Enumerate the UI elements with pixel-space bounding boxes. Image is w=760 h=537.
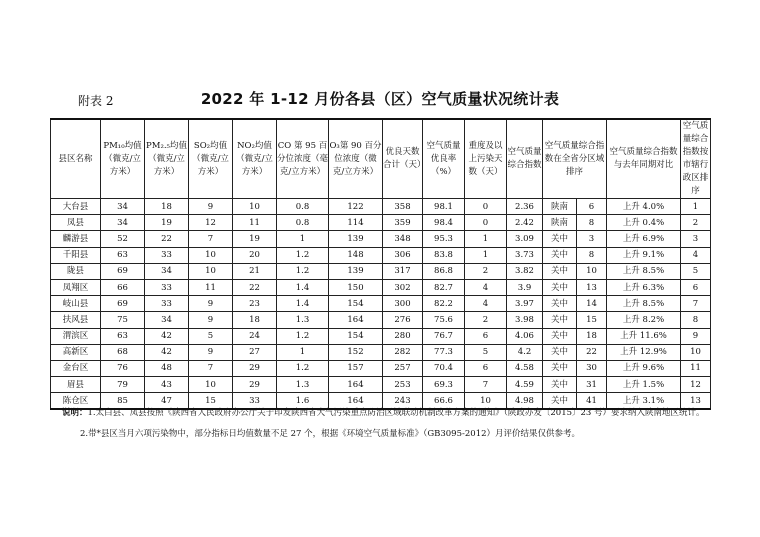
cell-city-rank: 10 — [681, 344, 711, 360]
cell-o3: 157 — [329, 360, 383, 376]
cell-so2: 9 — [189, 344, 233, 360]
cell-county: 陇县 — [51, 263, 101, 279]
cell-region: 关中 — [543, 247, 577, 263]
cell-so2: 12 — [189, 215, 233, 231]
cell-co: 1.2 — [277, 247, 329, 263]
table-row — [51, 215, 711, 231]
cell-city-rank: 11 — [681, 360, 711, 376]
cell-co: 1.3 — [277, 312, 329, 328]
cell-index: 4.98 — [507, 393, 543, 410]
cell-city-rank: 8 — [681, 312, 711, 328]
cell-so2: 10 — [189, 247, 233, 263]
header-so2: SO₂均值（微克/立方米） — [189, 119, 233, 199]
cell-o3: 114 — [329, 215, 383, 231]
table-row — [51, 279, 711, 295]
cell-city-rank: 1 — [681, 199, 711, 215]
cell-county: 麟游县 — [51, 231, 101, 247]
cell-heavy: 5 — [465, 344, 507, 360]
cell-county: 渭滨区 — [51, 328, 101, 344]
cell-region: 关中 — [543, 312, 577, 328]
cell-trend: 上升 8.5% — [607, 263, 681, 279]
cell-good-rate: 77.3 — [423, 344, 465, 360]
header-pm10: PM₁₀均值（微克/立方米） — [101, 119, 145, 199]
cell-index: 3.09 — [507, 231, 543, 247]
cell-region: 陕南 — [543, 215, 577, 231]
attachment-label: 附表 2 — [78, 94, 114, 108]
cell-pm25: 34 — [145, 263, 189, 279]
header-city-rank: 空气质量综合指数按市辖行政区排序 — [681, 119, 711, 199]
cell-region-rank: 41 — [577, 393, 607, 410]
cell-co: 1.4 — [277, 296, 329, 312]
cell-good-days: 253 — [383, 377, 423, 393]
cell-heavy: 2 — [465, 263, 507, 279]
cell-pm25: 33 — [145, 296, 189, 312]
cell-heavy: 6 — [465, 328, 507, 344]
cell-pm10: 66 — [101, 279, 145, 295]
cell-no2: 11 — [233, 215, 277, 231]
cell-trend: 上升 9.1% — [607, 247, 681, 263]
cell-pm10: 79 — [101, 377, 145, 393]
cell-index: 3.9 — [507, 279, 543, 295]
cell-county: 扶风县 — [51, 312, 101, 328]
cell-good-rate: 95.3 — [423, 231, 465, 247]
cell-heavy: 1 — [465, 231, 507, 247]
cell-county: 金台区 — [51, 360, 101, 376]
cell-good-days: 276 — [383, 312, 423, 328]
cell-index: 3.97 — [507, 296, 543, 312]
cell-index: 4.59 — [507, 377, 543, 393]
cell-city-rank: 2 — [681, 215, 711, 231]
header-pm25: PM₂.₅均值（微克/立方米） — [145, 119, 189, 199]
cell-pm25: 18 — [145, 199, 189, 215]
header-no2: NO₂均值（微克/立方米） — [233, 119, 277, 199]
cell-region-rank: 31 — [577, 377, 607, 393]
cell-o3: 152 — [329, 344, 383, 360]
table-row — [51, 263, 711, 279]
cell-city-rank: 4 — [681, 247, 711, 263]
cell-trend: 上升 4.0% — [607, 199, 681, 215]
cell-region-rank: 15 — [577, 312, 607, 328]
cell-so2: 10 — [189, 263, 233, 279]
cell-co: 1 — [277, 231, 329, 247]
cell-region: 关中 — [543, 328, 577, 344]
cell-region-rank: 22 — [577, 344, 607, 360]
page-title: 2022 年 1-12 月份各县（区）空气质量状况统计表 — [200, 90, 560, 108]
cell-region-rank: 13 — [577, 279, 607, 295]
cell-trend: 上升 1.5% — [607, 377, 681, 393]
cell-pm25: 34 — [145, 312, 189, 328]
cell-o3: 164 — [329, 393, 383, 410]
cell-pm25: 33 — [145, 247, 189, 263]
cell-trend: 上升 9.6% — [607, 360, 681, 376]
header-row — [51, 119, 711, 199]
table-row — [51, 296, 711, 312]
cell-city-rank: 12 — [681, 377, 711, 393]
cell-trend: 上升 6.9% — [607, 231, 681, 247]
cell-heavy: 0 — [465, 199, 507, 215]
cell-city-rank: 9 — [681, 328, 711, 344]
cell-so2: 7 — [189, 360, 233, 376]
cell-pm25: 42 — [145, 328, 189, 344]
cell-pm10: 68 — [101, 344, 145, 360]
table-row — [51, 328, 711, 344]
cell-good-rate: 83.8 — [423, 247, 465, 263]
cell-so2: 11 — [189, 279, 233, 295]
cell-index: 4.06 — [507, 328, 543, 344]
cell-pm10: 34 — [101, 199, 145, 215]
cell-good-rate: 82.2 — [423, 296, 465, 312]
cell-o3: 154 — [329, 328, 383, 344]
cell-o3: 164 — [329, 377, 383, 393]
cell-co: 0.8 — [277, 199, 329, 215]
cell-good-rate: 70.4 — [423, 360, 465, 376]
cell-region: 关中 — [543, 393, 577, 410]
cell-good-days: 317 — [383, 263, 423, 279]
cell-index: 4.58 — [507, 360, 543, 376]
cell-region: 陕南 — [543, 199, 577, 215]
cell-good-days: 282 — [383, 344, 423, 360]
cell-o3: 164 — [329, 312, 383, 328]
cell-so2: 9 — [189, 199, 233, 215]
cell-heavy: 6 — [465, 360, 507, 376]
cell-no2: 29 — [233, 377, 277, 393]
cell-pm25: 48 — [145, 360, 189, 376]
table-row — [51, 360, 711, 376]
header-o3: O₃第 90 百分位浓度（微克/立方米） — [329, 119, 383, 199]
cell-index: 3.73 — [507, 247, 543, 263]
cell-good-rate: 82.7 — [423, 279, 465, 295]
cell-o3: 154 — [329, 296, 383, 312]
cell-index: 3.82 — [507, 263, 543, 279]
cell-good-rate: 86.8 — [423, 263, 465, 279]
cell-no2: 29 — [233, 360, 277, 376]
table-row — [51, 247, 711, 263]
cell-pm10: 52 — [101, 231, 145, 247]
cell-index: 4.2 — [507, 344, 543, 360]
cell-good-days: 358 — [383, 199, 423, 215]
cell-region-rank: 14 — [577, 296, 607, 312]
cell-co: 1.2 — [277, 328, 329, 344]
cell-co: 1.2 — [277, 360, 329, 376]
cell-region: 关中 — [543, 360, 577, 376]
cell-heavy: 4 — [465, 296, 507, 312]
cell-o3: 150 — [329, 279, 383, 295]
cell-county: 大台县 — [51, 199, 101, 215]
table-row — [51, 231, 711, 247]
cell-good-days: 359 — [383, 215, 423, 231]
cell-city-rank: 5 — [681, 263, 711, 279]
cell-city-rank: 3 — [681, 231, 711, 247]
note-1 — [62, 407, 712, 420]
cell-pm25: 47 — [145, 393, 189, 410]
cell-region-rank: 3 — [577, 231, 607, 247]
cell-no2: 24 — [233, 328, 277, 344]
cell-co: 1 — [277, 344, 329, 360]
cell-index: 3.98 — [507, 312, 543, 328]
cell-good-rate: 66.6 — [423, 393, 465, 410]
cell-city-rank: 6 — [681, 279, 711, 295]
cell-no2: 18 — [233, 312, 277, 328]
cell-pm10: 85 — [101, 393, 145, 410]
cell-region: 关中 — [543, 344, 577, 360]
cell-city-rank: 13 — [681, 393, 711, 410]
cell-good-rate: 69.3 — [423, 377, 465, 393]
cell-county: 高新区 — [51, 344, 101, 360]
cell-heavy: 10 — [465, 393, 507, 410]
cell-good-rate: 98.4 — [423, 215, 465, 231]
cell-co: 1.2 — [277, 263, 329, 279]
cell-pm10: 63 — [101, 247, 145, 263]
cell-trend: 上升 0.4% — [607, 215, 681, 231]
header-county: 县区名称 — [51, 119, 101, 199]
cell-region-rank: 6 — [577, 199, 607, 215]
cell-co: 1.4 — [277, 279, 329, 295]
header-region-rank: 空气质量综合指数在全省分区域排序 — [543, 119, 607, 199]
air-quality-table — [50, 118, 711, 410]
cell-trend: 上升 11.6% — [607, 328, 681, 344]
cell-pm10: 69 — [101, 263, 145, 279]
cell-no2: 27 — [233, 344, 277, 360]
notes-label: 说明： — [62, 408, 88, 418]
cell-good-days: 306 — [383, 247, 423, 263]
cell-no2: 19 — [233, 231, 277, 247]
cell-region: 关中 — [543, 279, 577, 295]
cell-pm25: 42 — [145, 344, 189, 360]
cell-so2: 15 — [189, 393, 233, 410]
cell-trend: 上升 8.5% — [607, 296, 681, 312]
cell-trend: 上升 3.1% — [607, 393, 681, 410]
cell-pm10: 63 — [101, 328, 145, 344]
cell-so2: 5 — [189, 328, 233, 344]
cell-co: 1.3 — [277, 377, 329, 393]
note-2: 2.带*县区当月六项污染物中，部分指标日均值数量不足 27 个，根据《环境空气质量标准》（GB3095-2012）月评价结果仅供参考。 — [80, 429, 581, 439]
cell-trend: 上升 12.9% — [607, 344, 681, 360]
cell-pm10: 69 — [101, 296, 145, 312]
cell-so2: 9 — [189, 296, 233, 312]
cell-trend: 上升 6.3% — [607, 279, 681, 295]
cell-county: 千阳县 — [51, 247, 101, 263]
cell-region-rank: 30 — [577, 360, 607, 376]
cell-no2: 22 — [233, 279, 277, 295]
cell-pm25: 19 — [145, 215, 189, 231]
header-co: CO 第 95 百分位浓度（毫克/立方米） — [277, 119, 329, 199]
cell-heavy: 2 — [465, 312, 507, 328]
cell-region: 关中 — [543, 263, 577, 279]
cell-so2: 7 — [189, 231, 233, 247]
cell-so2: 10 — [189, 377, 233, 393]
cell-good-days: 280 — [383, 328, 423, 344]
cell-good-days: 348 — [383, 231, 423, 247]
cell-pm25: 33 — [145, 279, 189, 295]
cell-region-rank: 18 — [577, 328, 607, 344]
header-index: 空气质量综合指数 — [507, 119, 543, 199]
notes — [62, 407, 712, 441]
cell-so2: 9 — [189, 312, 233, 328]
cell-good-days: 300 — [383, 296, 423, 312]
cell-co: 1.6 — [277, 393, 329, 410]
cell-city-rank: 7 — [681, 296, 711, 312]
header-heavy-days: 重度及以上污染天数（天） — [465, 119, 507, 199]
cell-region: 关中 — [543, 377, 577, 393]
cell-o3: 122 — [329, 199, 383, 215]
cell-heavy: 1 — [465, 247, 507, 263]
header-good-days: 优良天数合计（天） — [383, 119, 423, 199]
cell-county: 凤县 — [51, 215, 101, 231]
cell-good-rate: 76.7 — [423, 328, 465, 344]
cell-region-rank: 8 — [577, 215, 607, 231]
cell-good-days: 257 — [383, 360, 423, 376]
table-row — [51, 377, 711, 393]
cell-pm10: 76 — [101, 360, 145, 376]
table-row — [51, 199, 711, 215]
cell-good-rate: 98.1 — [423, 199, 465, 215]
cell-heavy: 4 — [465, 279, 507, 295]
header-good-rate: 空气质量优良率（%） — [423, 119, 465, 199]
cell-county: 陈仓区 — [51, 393, 101, 410]
cell-o3: 139 — [329, 231, 383, 247]
header-trend: 空气质量综合指数与去年同期对比 — [607, 119, 681, 199]
cell-no2: 33 — [233, 393, 277, 410]
cell-pm25: 43 — [145, 377, 189, 393]
cell-region: 关中 — [543, 296, 577, 312]
cell-no2: 10 — [233, 199, 277, 215]
cell-o3: 139 — [329, 263, 383, 279]
cell-heavy: 7 — [465, 377, 507, 393]
cell-pm10: 75 — [101, 312, 145, 328]
cell-o3: 148 — [329, 247, 383, 263]
cell-no2: 23 — [233, 296, 277, 312]
table-row — [51, 312, 711, 328]
cell-index: 2.36 — [507, 199, 543, 215]
note-1-text: 1.太白县、凤县按照《陕西省人民政府办公厅关于印发陕西省大气污染重点防治区域联动机制改革方案的通知》（陕政办发〔2015〕23 号）要求纳入陕南地区统计。 — [87, 408, 705, 418]
cell-co: 0.8 — [277, 215, 329, 231]
cell-no2: 21 — [233, 263, 277, 279]
cell-heavy: 0 — [465, 215, 507, 231]
cell-good-rate: 75.6 — [423, 312, 465, 328]
cell-region-rank: 8 — [577, 247, 607, 263]
cell-region: 关中 — [543, 231, 577, 247]
cell-county: 眉县 — [51, 377, 101, 393]
cell-region-rank: 10 — [577, 263, 607, 279]
cell-good-days: 243 — [383, 393, 423, 410]
cell-good-days: 302 — [383, 279, 423, 295]
cell-pm10: 34 — [101, 215, 145, 231]
cell-trend: 上升 8.2% — [607, 312, 681, 328]
cell-county: 凤翔区 — [51, 279, 101, 295]
cell-county: 岐山县 — [51, 296, 101, 312]
cell-index: 2.42 — [507, 215, 543, 231]
table-row — [51, 344, 711, 360]
cell-pm25: 22 — [145, 231, 189, 247]
cell-no2: 20 — [233, 247, 277, 263]
